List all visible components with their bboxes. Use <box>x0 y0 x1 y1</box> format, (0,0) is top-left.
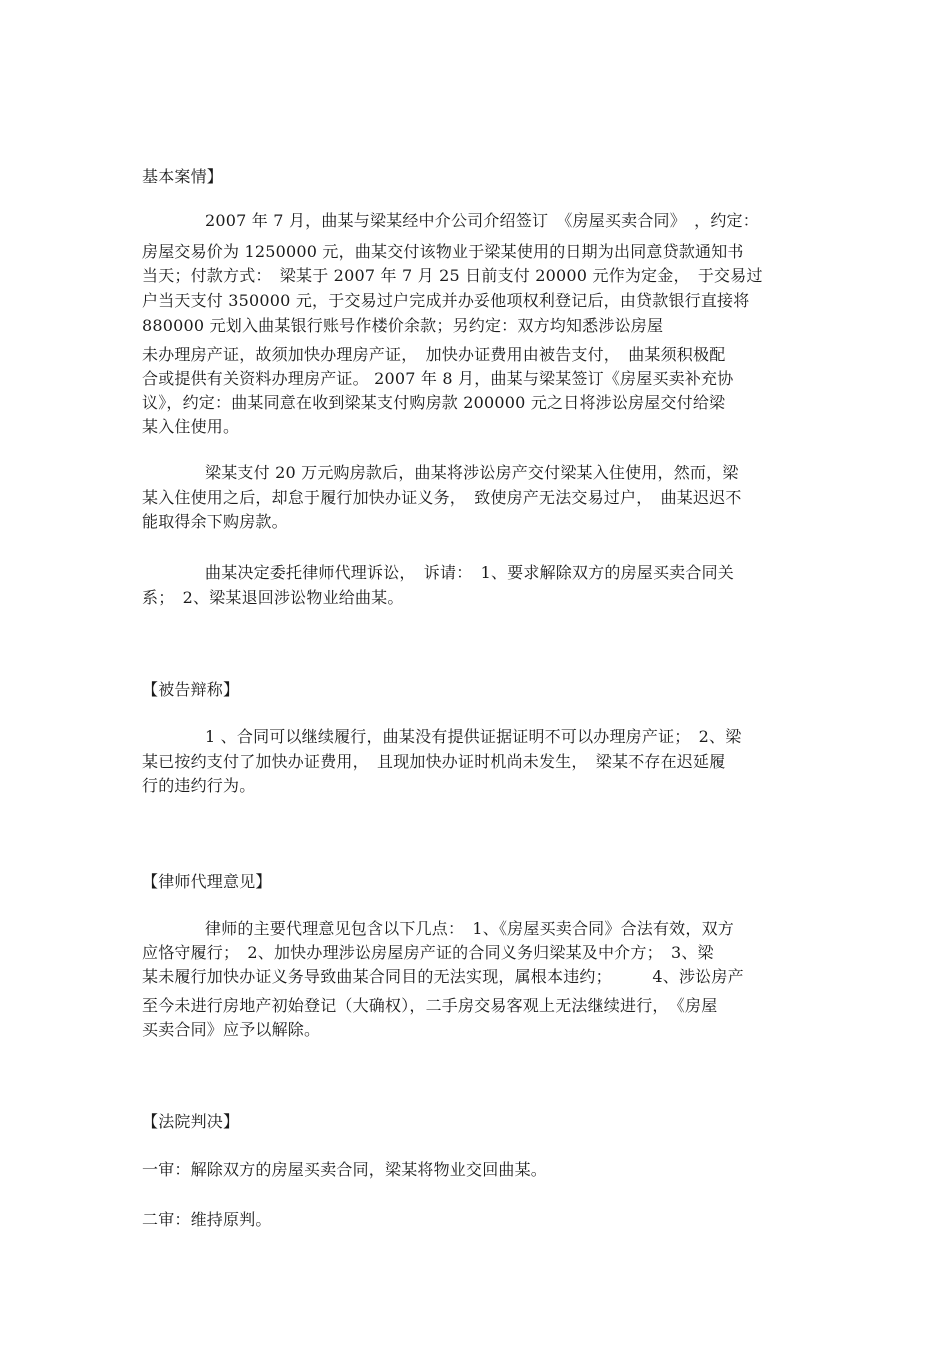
paragraph-line: 合或提供有关资料办理房产证。 2007 年 8 月，曲某与梁某签订《房屋买卖补充协 <box>142 369 734 388</box>
paragraph-line: 议》，约定：曲某同意在收到梁某支付购房款 200000 元之日将涉讼房屋交付给梁 <box>142 393 726 412</box>
paragraph-line: 梁某支付 20 万元购房款后，曲某将涉讼房产交付梁某入住使用，然而，梁 <box>205 463 739 482</box>
paragraph-line: 880000 元划入曲某银行账号作楼价余款；另约定：双方均知悉涉讼房屋 <box>142 316 664 335</box>
paragraph-line: 某未履行加快办证义务导致曲某合同目的无法实现，属根本违约； 4、涉讼房产 <box>142 967 744 986</box>
paragraph-line: 买卖合同》应予以解除。 <box>142 1020 321 1039</box>
paragraph-line: 某入住使用。 <box>142 417 240 436</box>
paragraph-line: 曲某决定委托律师代理诉讼， 诉请： 1、要求解除双方的房屋买卖合同关 <box>205 563 734 582</box>
paragraph-line: 当天；付款方式： 梁某于 2007 年 7 月 25 日前支付 20000 元作为定金， 于交易过 <box>142 266 763 285</box>
paragraph-line: 系； 2、梁某退回涉讼物业给曲某。 <box>142 588 404 607</box>
paragraph-line: 至今未进行房地产初始登记（大确权），二手房交易客观上无法继续进行， 《房屋 <box>142 996 718 1015</box>
paragraph-line: 户当天支付 350000 元，于交易过户完成并办妥他项权利登记后，由贷款银行直接将 <box>142 291 750 310</box>
paragraph-line: 行的违约行为。 <box>142 776 256 795</box>
paragraph-line: 房屋交易价为 1250000 元，曲某交付该物业于梁某使用的日期为出同意贷款通知书 <box>142 242 744 261</box>
section-heading-defense: 【被告辩称】 <box>142 680 240 699</box>
section-heading-lawyer-opinion: 【律师代理意见】 <box>142 872 272 891</box>
section-heading-basic-facts: 基本案情】 <box>142 167 224 186</box>
second-instance-judgment: 二审：维持原判。 <box>142 1210 272 1229</box>
paragraph-line: 应恪守履行； 2、加快办理涉讼房屋房产证的合同义务归梁某及中介方； 3、梁 <box>142 943 714 962</box>
paragraph-line: 某已按约支付了加快办证费用， 且现加快办证时机尚未发生， 梁某不存在迟延履 <box>142 752 726 771</box>
paragraph-line: 能取得余下购房款。 <box>142 512 288 531</box>
paragraph-line: 未办理房产证，故须加快办理房产证， 加快办证费用由被告支付， 曲某须积极配 <box>142 345 726 364</box>
paragraph-line: 律师的主要代理意见包含以下几点： 1、《房屋买卖合同》合法有效，双方 <box>205 919 734 938</box>
section-heading-court-judgment: 【法院判决】 <box>142 1112 240 1131</box>
paragraph-line: 某入住使用之后，却怠于履行加快办证义务， 致使房产无法交易过户， 曲某迟迟不 <box>142 488 742 507</box>
first-instance-judgment: 一审：解除双方的房屋买卖合同，梁某将物业交回曲某。 <box>142 1160 548 1179</box>
paragraph-line: 1 、合同可以继续履行，曲某没有提供证据证明不可以办理房产证； 2、梁 <box>205 727 742 746</box>
paragraph-line: 2007 年 7 月，曲某与梁某经中介公司介绍签订 《房屋买卖合同》 ，约定： <box>205 211 759 230</box>
